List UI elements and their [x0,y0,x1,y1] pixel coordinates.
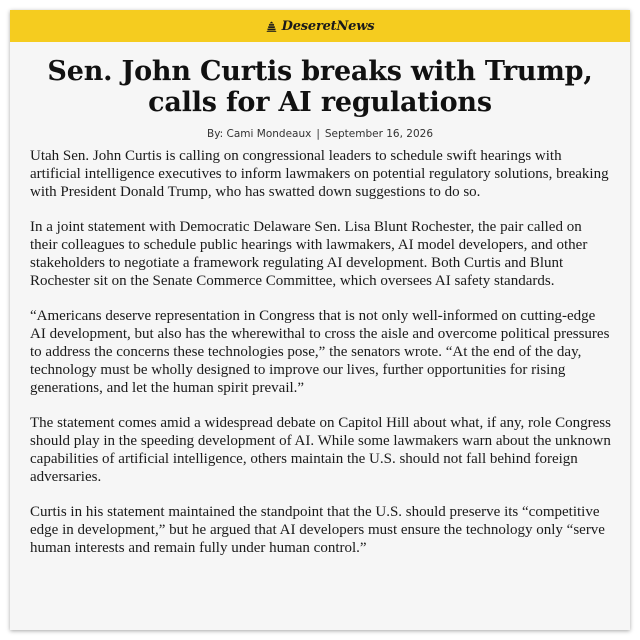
article-paragraph: Utah Sen. John Curtis is calling on congressional leaders to schedule swift hearings with artificial intelligence executives to inform lawmakers on potential regulatory solutions, breaking with President Donald Trump, who has swatted down suggestions to do so. [30,148,609,200]
byline-separator: | [316,128,320,140]
masthead [10,10,630,42]
article-paragraph: In a joint statement with Democratic Delaware Sen. Lisa Blunt Rochester, the pair called on their colleagues to schedule public hearings with lawmakers, AI model developers, and other stakeholders to negotiate a framework regulating AI development. Both Curtis and Blunt Rochester sit on the Senate Commerce Committee, which oversees AI safety standards. [30,219,588,289]
byline-date: September 16, 2026 [324,128,434,140]
beehive-icon [266,21,277,32]
article-paragraph: “Americans deserve representation in Congress that is not only well-informed on cutting-edge AI development, but also has the wherewithal to cross the aisle and overcome political pressures to address the concerns these technologies pose,” the senators wrote. “At the end of the day, technology must be wholly designed to improve our lives, further opportunities for rising generations, and let the human spirit prevail.” [30,308,610,396]
article-headline: Sen. John Curtis breaks with Trump, calls for AI regulations [47,56,593,118]
article-paragraph: Curtis in his statement maintained the standpoint that the U.S. should preserve its “competitive edge in development,” but he argued that AI developers must ensure the technology only “serve human interests and remain fully under human control.” [30,504,605,556]
byline-author: By: Cami Mondeaux [206,128,312,140]
logo-wordmark: DeseretNews [281,18,375,34]
article-paragraph: The statement comes amid a widespread debate on Capitol Hill about what, if any, role Congress should play in the speeding development of AI. While some lawmakers warn about the unknown capabilities of artificial intelligence, others maintain the U.S. should not fall behind foreign adversaries. [30,415,611,485]
byline [10,128,630,140]
article-card [10,10,630,630]
site-logo[interactable] [266,19,375,34]
article-body [10,147,630,557]
